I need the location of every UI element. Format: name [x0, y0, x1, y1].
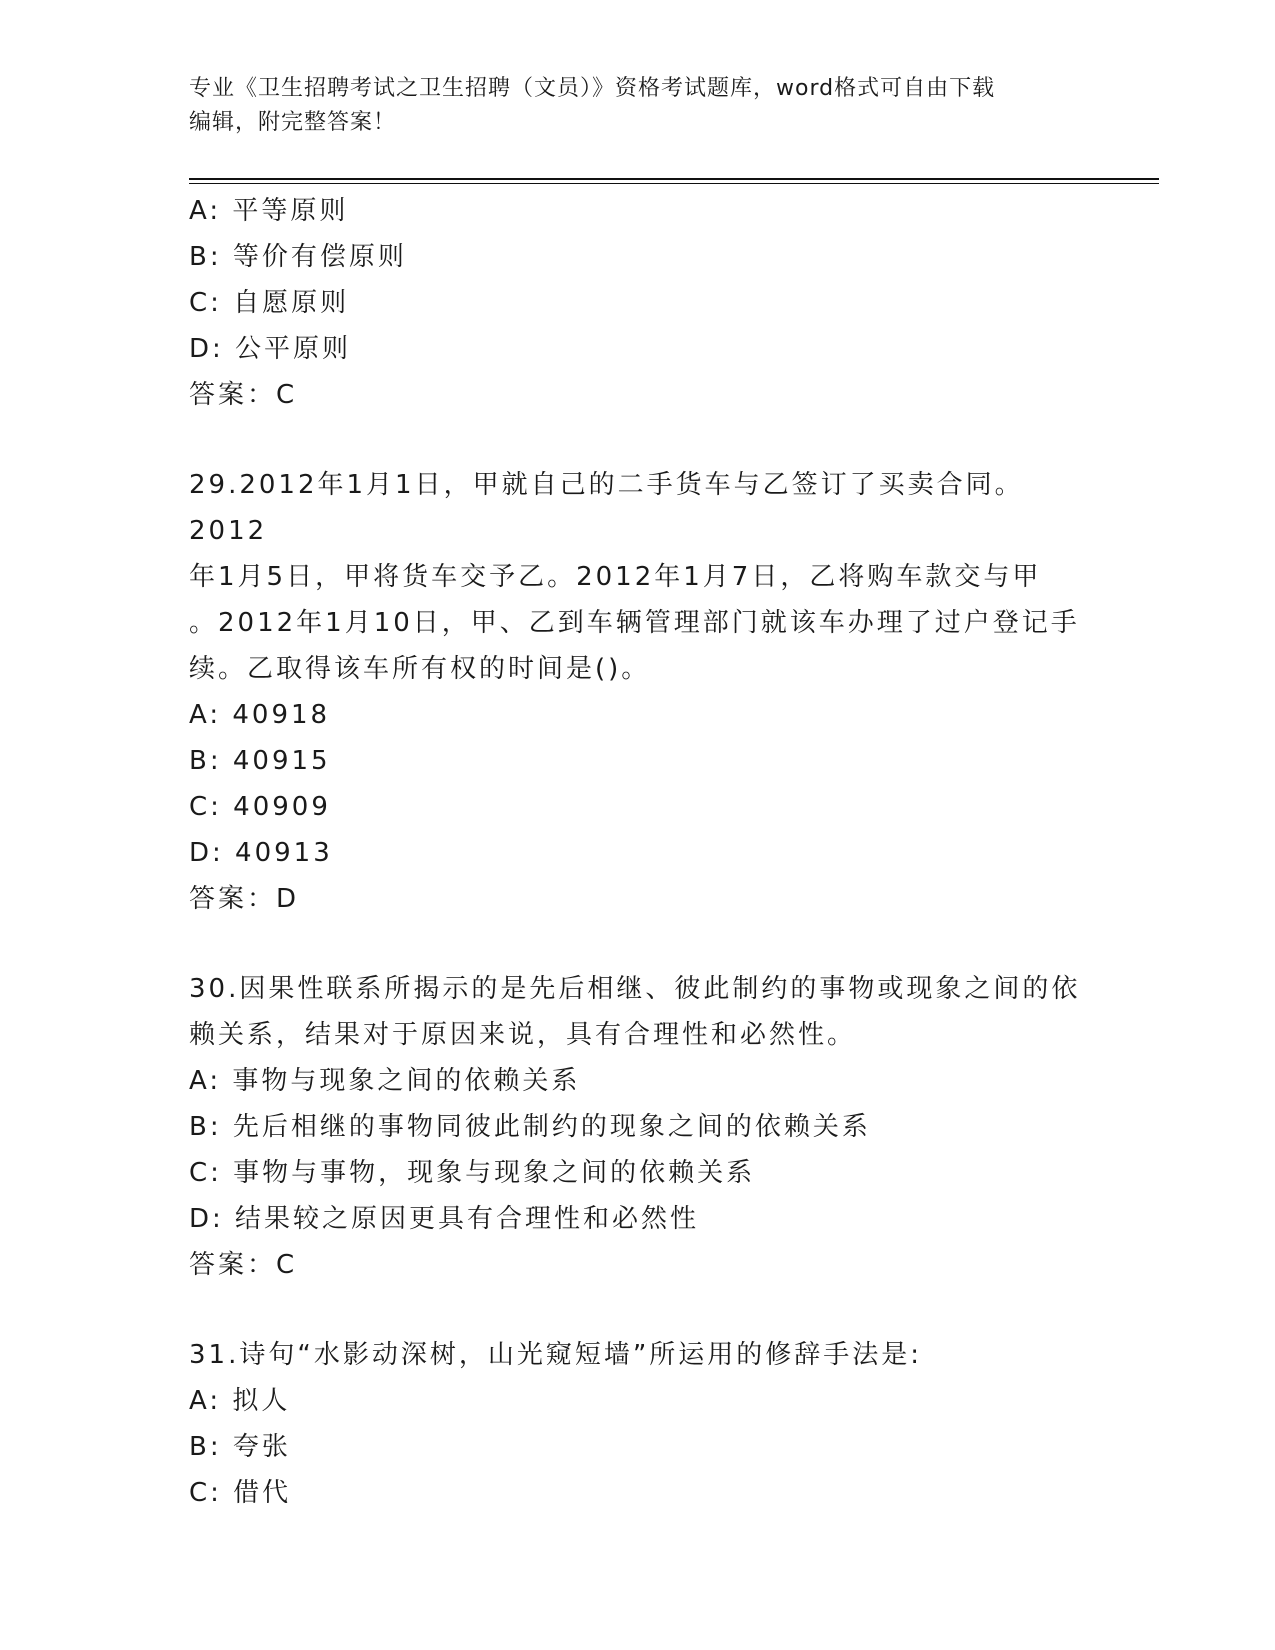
question-29: [189, 462, 1089, 922]
option-d: D: 公平原则: [189, 334, 352, 364]
spacer: [189, 418, 1089, 462]
question-text-line: 30.因果性联系所揭示的是先后相继、彼此制约的事物或现象之间的依: [189, 974, 1081, 1004]
option-c: C: 借代: [189, 1478, 292, 1508]
document-page: [189, 0, 1159, 1650]
option-c: C: 自愿原则: [189, 288, 350, 318]
option-b: B: 夸张: [189, 1432, 291, 1462]
option-c: C: 事物与事物，现象与现象之间的依赖关系: [189, 1158, 756, 1188]
document-header: [189, 72, 1089, 140]
question-text-line: 。2012年1月10日，甲、乙到车辆管理部门就该车办理了过户登记手: [189, 608, 1080, 638]
question-text-line: 29.2012年1月1日，甲就自己的二手货车与乙签订了买卖合同。2012: [189, 470, 1024, 546]
question-text-line: 续。乙取得该车所有权的时间是()。: [189, 654, 651, 684]
option-c: C: 40909: [189, 792, 331, 822]
header-divider-thick: [189, 178, 1159, 180]
option-a: A: 事物与现象之间的依赖关系: [189, 1066, 581, 1096]
option-b: B: 先后相继的事物同彼此制约的现象之间的依赖关系: [189, 1112, 871, 1142]
question-31: [189, 1332, 1089, 1516]
option-b: B: 等价有偿原则: [189, 242, 407, 272]
question-text: [189, 966, 1089, 1058]
question-text: [189, 1332, 1089, 1378]
header-line-2: 编辑，附完整答案！: [189, 110, 397, 135]
question-28: [189, 188, 1089, 418]
question-text-line: 31.诗句“水影动深树，山光窥短墙”所运用的修辞手法是:: [189, 1340, 923, 1370]
question-list: [189, 188, 1089, 1516]
question-text-line: 年1月5日，甲将货车交予乙。2012年1月7日，乙将购车款交与甲: [189, 562, 1042, 592]
option-d: D: 结果较之原因更具有合理性和必然性: [189, 1204, 700, 1234]
option-d: D: 40913: [189, 838, 333, 868]
question-text-line: 赖关系，结果对于原因来说，具有合理性和必然性。: [189, 1020, 857, 1050]
option-b: B: 40915: [189, 746, 331, 776]
spacer: [189, 922, 1089, 966]
option-a: A: 40918: [189, 700, 331, 730]
answer-line: 答案：D: [189, 884, 300, 914]
option-a: A: 平等原则: [189, 196, 349, 226]
header-line-1: 专业《卫生招聘考试之卫生招聘（文员）》资格考试题库，word格式可自由下载: [189, 76, 996, 101]
question-text: [189, 462, 1089, 692]
question-30: [189, 966, 1089, 1288]
header-divider-thin: [189, 183, 1159, 184]
spacer: [189, 1288, 1089, 1332]
answer-line: 答案：C: [189, 1250, 298, 1280]
answer-line: 答案：C: [189, 380, 298, 410]
option-a: A: 拟人: [189, 1386, 291, 1416]
